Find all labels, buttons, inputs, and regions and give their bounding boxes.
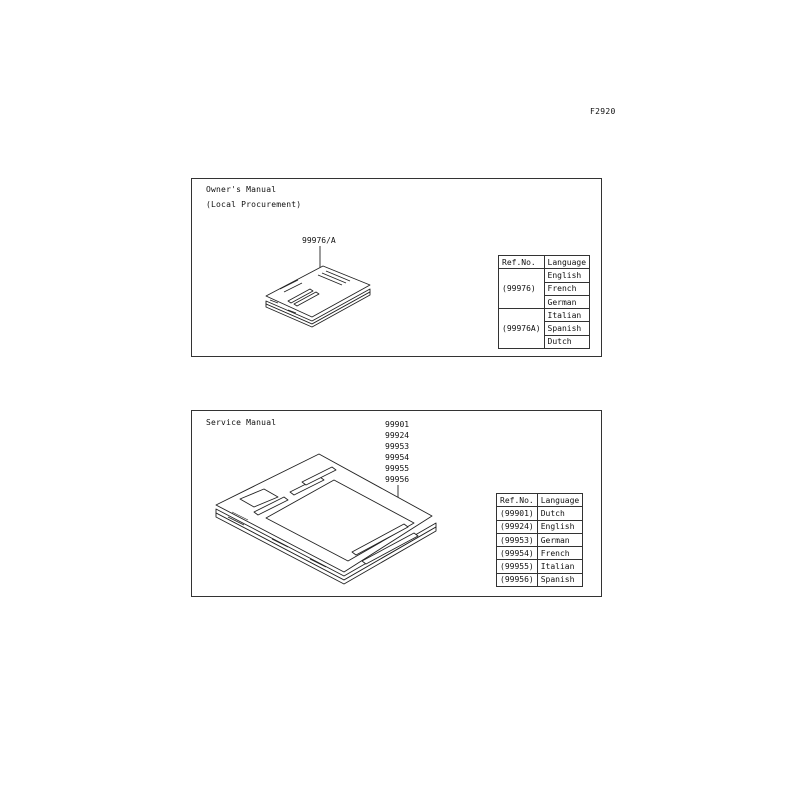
- table-row: [497, 520, 583, 533]
- ref-cell: (99953): [497, 533, 538, 546]
- table-row: [499, 269, 590, 282]
- language-header: Language: [537, 494, 583, 507]
- ref-no-header: Ref.No.: [497, 494, 538, 507]
- owners-manual-callout: 99976/A: [302, 236, 336, 245]
- callout-number: 99901: [385, 420, 410, 429]
- callout-number: 99956: [385, 475, 410, 484]
- table-row: [497, 507, 583, 520]
- owners-manual-reference-table: [498, 255, 590, 349]
- ref-cell: (99954): [497, 547, 538, 560]
- table-row: [497, 547, 583, 560]
- ref-cell: (99976A): [499, 309, 545, 349]
- owners-manual-title: Owner's Manual: [206, 185, 277, 194]
- callout-number: 99924: [385, 431, 410, 440]
- callout-number: 99954: [385, 453, 410, 462]
- language-cell: Italian: [544, 309, 590, 322]
- service-manual-reference-table: [496, 493, 583, 587]
- table-row: [499, 309, 590, 322]
- language-cell: Dutch: [544, 335, 590, 348]
- owners-manual-subtitle: (Local Procurement): [206, 200, 302, 209]
- callout-number: 99953: [385, 442, 410, 451]
- owners-manual-panel: [191, 178, 602, 357]
- callout-number: 99955: [385, 464, 410, 473]
- language-cell: Dutch: [537, 507, 583, 520]
- service-manual-title: Service Manual: [206, 418, 277, 427]
- language-cell: Spanish: [544, 322, 590, 335]
- table-row: [497, 573, 583, 586]
- language-header: Language: [544, 256, 590, 269]
- language-cell: Italian: [537, 560, 583, 573]
- language-cell: French: [537, 547, 583, 560]
- ref-cell: (99901): [497, 507, 538, 520]
- table-row: [497, 560, 583, 573]
- language-cell: English: [544, 269, 590, 282]
- language-cell: German: [537, 533, 583, 546]
- language-cell: English: [537, 520, 583, 533]
- table-row: [497, 533, 583, 546]
- table-header-row: [499, 256, 590, 269]
- ref-cell: (99976): [499, 269, 545, 309]
- language-cell: Spanish: [537, 573, 583, 586]
- language-cell: German: [544, 295, 590, 308]
- ref-cell: (99955): [497, 560, 538, 573]
- figure-code: F2920: [590, 107, 616, 116]
- ref-cell: (99924): [497, 520, 538, 533]
- service-manual-panel: [191, 410, 602, 597]
- table-header-row: [497, 494, 583, 507]
- ref-cell: (99956): [497, 573, 538, 586]
- language-cell: French: [544, 282, 590, 295]
- ref-no-header: Ref.No.: [499, 256, 545, 269]
